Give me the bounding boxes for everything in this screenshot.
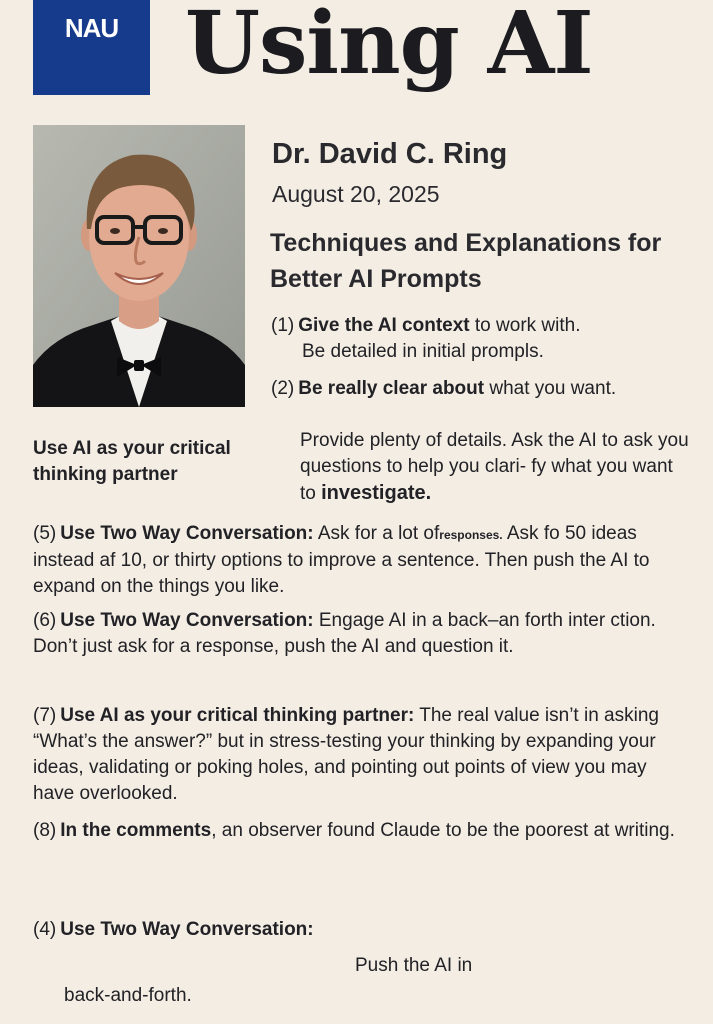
tip-5: [33, 521, 673, 600]
author-name: Dr. David C. Ring: [272, 138, 508, 170]
tip-1-line2: Be detailed in initial prompls.: [302, 341, 544, 362]
tip-8-number: (8): [33, 820, 57, 841]
details-strong: investigate.: [321, 482, 432, 504]
tip-1-number: (1): [271, 315, 295, 336]
tip-5-text-a: Ask for a lot of: [313, 523, 440, 544]
tip-4-bold: Use Two Way Conversation:: [60, 919, 314, 940]
tip-8: [33, 818, 683, 844]
tip-7-number: (7): [33, 705, 57, 726]
tip-5-text-b: Ask fo 50 ideas instead af 10, or thirty options to improve a sentence. Then push the AI to expand on the things you like.: [33, 523, 650, 597]
subheading: Techniques and Explanations for Better AI Prompts: [270, 229, 662, 293]
tip-7-bold: Use AI as your critical thinking partner:: [60, 705, 415, 726]
details-paragraph: [300, 428, 690, 507]
tip-6-bold: Use Two Way Conversation:: [60, 610, 314, 631]
tip-6-text: Engage AI in a back–an forth inter ction. Don’t just ask for a response, push the AI and question it.: [33, 610, 656, 657]
nau-logo: [33, 0, 150, 95]
tip-5-number: (5): [33, 523, 57, 544]
critical-thinking-note: Use AI as your critical thinking partner: [33, 438, 231, 485]
tip-8-bold: In the comments: [60, 820, 212, 841]
logo-text: NAU: [64, 13, 119, 43]
tip-1: [271, 313, 691, 365]
tip-6: [33, 608, 673, 660]
tip-1-text: to work with.: [469, 315, 581, 336]
tip-7-text: The real value isn’t in asking “What’s the answer?” but in stress-testing your thinking by expanding your ideas, validating or poking holes, and pointing out points of view you may have overlooked.: [33, 705, 659, 804]
tip-2: [271, 376, 701, 402]
push-text: Push the AI in: [355, 955, 473, 976]
back-and-forth-text: back-and-forth.: [64, 985, 192, 1006]
details-text: Provide plenty of details. Ask the AI to ask you questions to help you clari- fy what you want to: [300, 430, 689, 504]
tip-8-text: , an observer found Claude to be the poorest at writing.: [211, 820, 675, 841]
tip-1-bold: Give the AI context: [298, 315, 470, 336]
tip-2-text: what you want.: [484, 378, 617, 399]
tip-2-bold: Be really clear about: [298, 378, 485, 399]
page-title: Using AI: [185, 0, 593, 94]
tip-4: [33, 917, 673, 943]
publish-date: August 20, 2025: [272, 181, 440, 207]
tip-2-number: (2): [271, 378, 295, 399]
tip-5-bold: Use Two Way Conversation:: [60, 523, 314, 544]
tip-5-small: responses.: [439, 528, 503, 542]
tip-7: [33, 703, 683, 807]
tip-6-number: (6): [33, 610, 57, 631]
tip-4-number: (4): [33, 919, 57, 940]
author-portrait: [33, 125, 245, 407]
portrait-illustration: [33, 125, 245, 407]
